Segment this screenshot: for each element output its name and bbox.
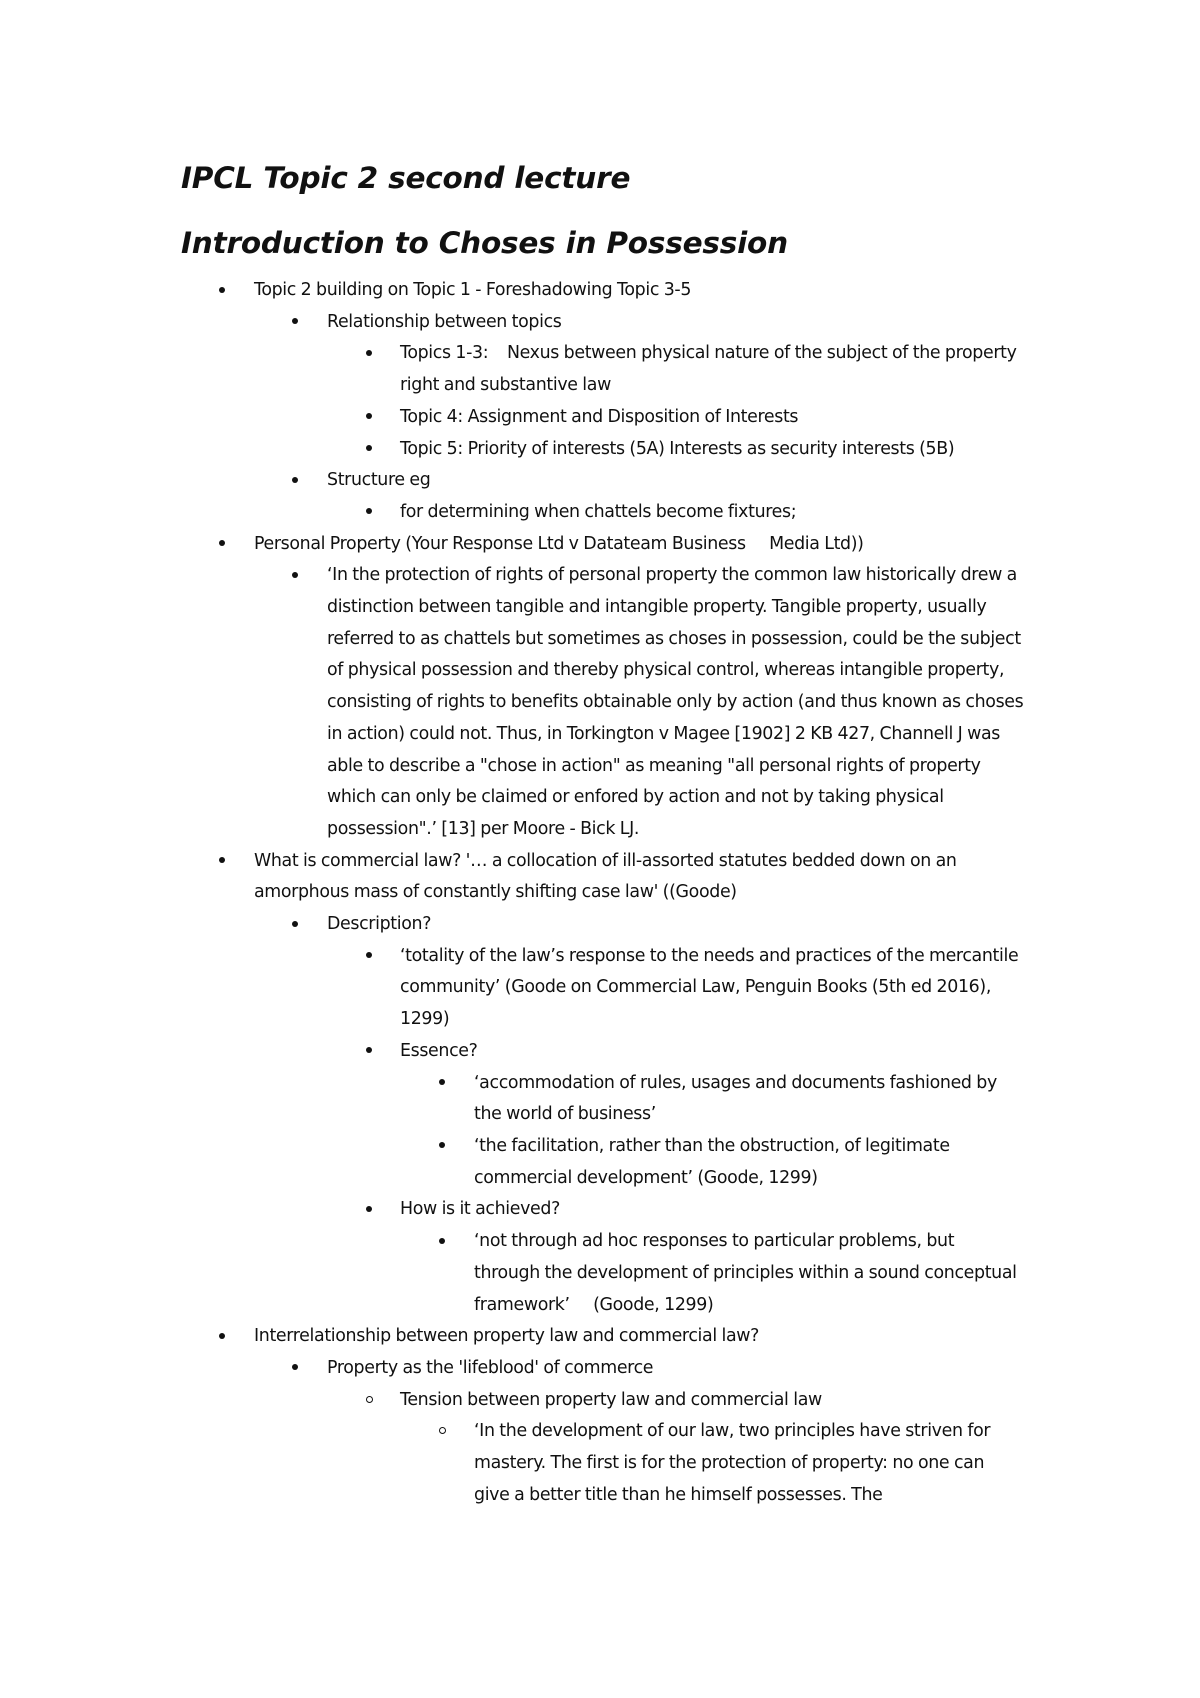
list-item <box>0 338 1200 401</box>
list-item-text: for determining when chattels become fixtures; <box>400 501 797 522</box>
list-item <box>0 465 1200 497</box>
bullet-icon <box>366 338 372 370</box>
bullet-icon <box>292 560 298 592</box>
list-item-text: Topic 4: Assignment and Disposition of Interests <box>400 406 799 427</box>
list-item <box>0 560 1200 845</box>
bullet-icon <box>366 1036 372 1068</box>
page-subtitle: Introduction to Choses in Possession <box>181 226 788 260</box>
bullet-icon <box>366 941 372 973</box>
list-item-text: Essence? <box>400 1040 478 1061</box>
list-item <box>0 846 1200 909</box>
bullet-icon <box>439 1068 445 1100</box>
bullet-icon <box>292 909 298 941</box>
hollow-bullet-icon <box>439 1416 446 1448</box>
list-item <box>0 941 1200 1036</box>
list-item <box>0 434 1200 466</box>
list-item <box>0 1036 1200 1068</box>
list-item <box>0 1385 1200 1417</box>
list-item-text: Property as the 'lifeblood' of commerce <box>327 1357 654 1378</box>
list-item-text: Interrelationship between property law and commercial law? <box>254 1326 760 1347</box>
list-item-text: ‘totality of the law’s response to the needs and practices of the mercantile community’ (Goode on Commercial Law, Penguin Books (5th ed 2016), 1299) <box>400 945 1019 1030</box>
hollow-bullet-icon <box>366 1385 373 1417</box>
list-item <box>0 1321 1200 1353</box>
list-item <box>0 275 1200 307</box>
list-item-text: ‘the facilitation, rather than the obstruction, of legitimate commercial development’ (Goode, 1299) <box>474 1135 950 1188</box>
list-item-text: Tension between property law and commercial law <box>400 1389 822 1410</box>
list-item-text: Description? <box>327 914 432 935</box>
list-item <box>0 1194 1200 1226</box>
list-item <box>0 1131 1200 1194</box>
list-item <box>0 307 1200 339</box>
bullet-icon <box>366 402 372 434</box>
list-item-text: What is commercial law? '… a collocation of ill-assorted statutes bedded down on an amorphous mass of constantly shifting case law' ((Goode) <box>254 850 957 903</box>
bullet-icon <box>219 1321 225 1353</box>
bullet-icon <box>439 1226 445 1258</box>
bullet-icon <box>366 1194 372 1226</box>
bullet-icon <box>292 307 298 339</box>
bullet-icon <box>219 529 225 561</box>
page-title: IPCL Topic 2 second lecture <box>181 161 631 195</box>
bullet-icon <box>439 1131 445 1163</box>
list-item-text: ‘In the development of our law, two principles have striven for mastery. The first is for the protection of property: no one can give a better title than he himself possesses. The <box>474 1421 991 1505</box>
list-item-text: ‘accommodation of rules, usages and documents fashioned by the world of business’ <box>474 1072 997 1125</box>
list-item-text: Relationship between topics <box>327 311 562 332</box>
bullet-icon <box>366 497 372 529</box>
bullet-icon <box>219 275 225 307</box>
list-item-text: Personal Property (Your Response Ltd v Datateam Business Media Ltd)) <box>254 533 864 554</box>
list-item-text: ‘not through ad hoc responses to particular problems, but through the development of principles within a sound conceptual framework’ (Goode, 1299) <box>474 1231 1022 1315</box>
bullet-icon <box>292 1353 298 1385</box>
list-item <box>0 909 1200 941</box>
list-item <box>0 1353 1200 1385</box>
list-item-text: How is it achieved? <box>400 1199 560 1220</box>
bullet-icon <box>366 434 372 466</box>
outline-list <box>0 275 1200 1511</box>
list-item <box>0 529 1200 561</box>
list-item-text: Topics 1-3: Nexus between physical nature of the subject of the property right and substantive law <box>400 343 1022 396</box>
list-item <box>0 497 1200 529</box>
bullet-icon <box>292 465 298 497</box>
list-item-text: Topic 2 building on Topic 1 - Foreshadowing Topic 3-5 <box>254 280 692 300</box>
bullet-icon <box>219 846 225 878</box>
list-item <box>0 402 1200 434</box>
list-item <box>0 1226 1200 1321</box>
list-item-text: Topic 5: Priority of interests (5A) Interests as security interests (5B) <box>400 438 955 459</box>
list-item-text: ‘In the protection of rights of personal property the common law historically drew a distinction between tangible and intangible property. Tangible property, usually referred to as chattels but sometimes as choses in possession, could be the subject of physical possession and thereby physical control, whereas intangible property, consisting of rights to benefits obtainable only by action (and thus known as choses in action) could not. Thus, in Torkington v Magee [1902] 2 KB 427, Channell J was able to describe a "chose in action" as meaning "all personal rights of property which can only be claimed or enfored by action and not by taking physical possession".’ [13] per Moore - Bick LJ. <box>327 565 1024 839</box>
list-item <box>0 1068 1200 1131</box>
list-item <box>0 1416 1200 1511</box>
list-item-text: Structure eg <box>327 470 431 491</box>
